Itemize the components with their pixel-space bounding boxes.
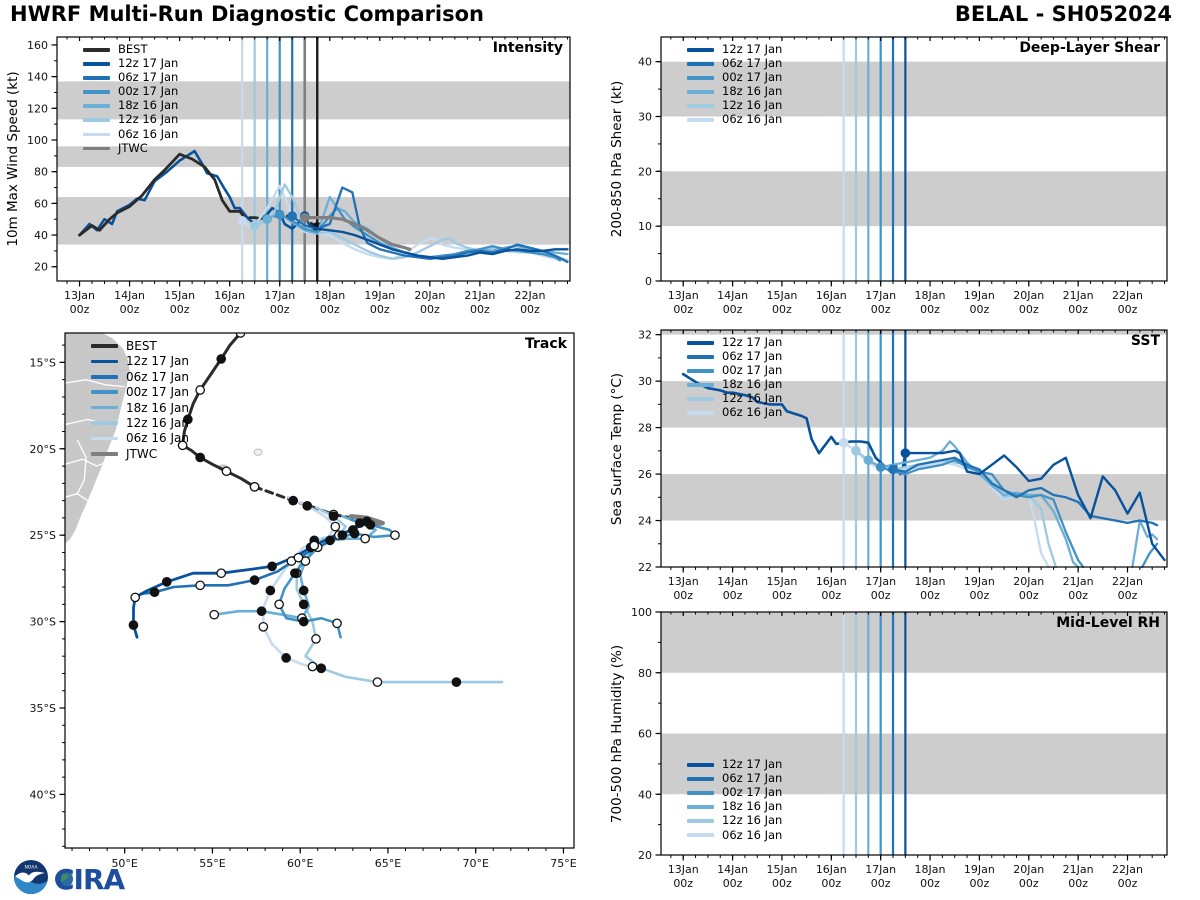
svg-text:13Jan: 13Jan <box>667 575 699 588</box>
shear-legend <box>687 44 782 126</box>
svg-text:80: 80 <box>34 165 48 179</box>
legend-swatch <box>687 90 714 94</box>
legend-swatch <box>83 62 110 66</box>
track-06z 16 Jan <box>263 497 335 666</box>
legend-label: 06z 16 Jan <box>722 405 783 420</box>
shear-panel <box>609 37 1167 316</box>
svg-text:16Jan: 16Jan <box>815 575 847 588</box>
svg-text:20: 20 <box>638 165 652 179</box>
page-title: HWRF Multi-Run Diagnostic Comparison <box>10 2 485 26</box>
legend-label: 06z 16 Jan <box>722 112 783 127</box>
svg-text:70°E: 70°E <box>462 857 489 870</box>
svg-text:40: 40 <box>638 788 652 802</box>
svg-text:00z: 00z <box>119 303 140 316</box>
svg-text:00z: 00z <box>69 303 90 316</box>
legend-entry <box>687 337 782 349</box>
svg-text:18Jan: 18Jan <box>914 863 946 876</box>
legend-entry <box>687 407 782 419</box>
legend-entry <box>91 386 189 398</box>
legend-entry <box>687 379 782 391</box>
svg-text:00z: 00z <box>821 589 842 602</box>
svg-text:30°S: 30°S <box>29 615 56 629</box>
svg-text:CIRA: CIRA <box>54 863 125 896</box>
legend-label: 12z 16 Jan <box>722 813 783 828</box>
svg-text:19Jan: 19Jan <box>963 575 995 588</box>
svg-text:00z: 00z <box>269 303 290 316</box>
svg-text:00z: 00z <box>369 303 390 316</box>
legend-label: BEST <box>126 339 157 353</box>
svg-text:22Jan: 22Jan <box>514 289 546 302</box>
legend-swatch <box>83 104 110 108</box>
svg-text:22Jan: 22Jan <box>1112 575 1143 588</box>
intensity-panel-label: Intensity <box>492 40 563 56</box>
svg-text:20Jan: 20Jan <box>1013 289 1045 302</box>
legend-label: JTWC <box>126 446 158 461</box>
legend-entry <box>687 801 782 813</box>
legend-label: 18z 16 Jan <box>126 400 189 415</box>
svg-text:00z: 00z <box>1018 589 1039 602</box>
svg-text:00z: 00z <box>722 589 743 602</box>
svg-text:10: 10 <box>638 220 652 234</box>
island <box>254 449 262 455</box>
track-06z 17 Jan <box>141 523 360 594</box>
svg-text:21Jan: 21Jan <box>1062 575 1094 588</box>
svg-text:21Jan: 21Jan <box>1062 863 1094 876</box>
svg-text:00z: 00z <box>1068 589 1089 602</box>
svg-text:16Jan: 16Jan <box>815 863 847 876</box>
init-dot <box>238 216 247 225</box>
rh-panel <box>609 606 1167 890</box>
svg-text:60: 60 <box>34 197 48 211</box>
legend-label: 12z 16 Jan <box>126 415 189 430</box>
init-dot <box>250 221 259 230</box>
rh-ylabel: 700-500 hPa Humidity (%) <box>609 644 625 823</box>
legend-label: BEST <box>118 42 148 56</box>
init-dot <box>839 438 848 447</box>
legend-label: 06z 16 Jan <box>118 126 179 141</box>
legend-label: 06z 16 Jan <box>722 827 783 842</box>
svg-text:20: 20 <box>34 260 48 274</box>
legend-label: 06z 17 Jan <box>722 56 783 71</box>
svg-text:20Jan: 20Jan <box>414 289 446 302</box>
svg-text:00z: 00z <box>920 589 940 602</box>
legend-swatch <box>91 437 118 441</box>
svg-text:0: 0 <box>645 275 652 288</box>
svg-text:00z: 00z <box>821 303 842 316</box>
svg-text:40: 40 <box>34 229 48 243</box>
legend-swatch <box>687 355 714 359</box>
svg-text:17Jan: 17Jan <box>865 863 897 876</box>
legend-entry <box>91 340 189 352</box>
legend-swatch <box>687 833 714 837</box>
svg-text:13Jan: 13Jan <box>667 289 699 302</box>
svg-text:21Jan: 21Jan <box>464 289 496 302</box>
svg-text:00z: 00z <box>1117 877 1138 890</box>
legend-entry <box>83 86 178 98</box>
svg-text:18Jan: 18Jan <box>914 289 946 302</box>
svg-text:00z: 00z <box>772 877 792 890</box>
legend-label: 06z 17 Jan <box>126 369 189 384</box>
legend-label: JTWC <box>118 140 148 155</box>
svg-text:15Jan: 15Jan <box>766 575 798 588</box>
legend-entry <box>687 759 782 771</box>
legend-swatch <box>83 48 110 52</box>
svg-text:00z: 00z <box>470 303 490 316</box>
svg-text:22: 22 <box>638 561 652 574</box>
svg-text:00z: 00z <box>870 589 891 602</box>
intensity-legend <box>83 44 178 154</box>
legend-swatch <box>687 369 714 373</box>
svg-text:18Jan: 18Jan <box>914 575 946 588</box>
svg-text:16Jan: 16Jan <box>214 289 246 302</box>
rh-panel-label: Mid-Level RH <box>1056 615 1160 631</box>
legend-swatch <box>687 104 714 108</box>
svg-text:00z: 00z <box>319 303 340 316</box>
legend-swatch <box>83 133 110 137</box>
svg-text:17Jan: 17Jan <box>865 289 897 302</box>
legend-entry <box>91 371 189 383</box>
legend-entry <box>83 126 179 141</box>
svg-text:00z: 00z <box>772 303 792 316</box>
legend-entry <box>91 355 189 367</box>
legend-entry <box>83 114 178 126</box>
legend-label: 12z 17 Jan <box>722 42 783 56</box>
svg-text:120: 120 <box>27 102 48 116</box>
init-dot <box>300 213 309 222</box>
svg-text:22Jan: 22Jan <box>1112 289 1143 302</box>
init-dot <box>864 456 873 465</box>
svg-text:13Jan: 13Jan <box>667 863 699 876</box>
svg-text:00z: 00z <box>969 303 990 316</box>
svg-text:30: 30 <box>638 110 652 124</box>
svg-text:00z: 00z <box>722 303 743 316</box>
svg-text:00z: 00z <box>920 303 940 316</box>
legend-swatch <box>687 118 714 122</box>
svg-text:16Jan: 16Jan <box>815 289 847 302</box>
legend-label: 18z 16 Jan <box>722 84 783 99</box>
svg-text:00z: 00z <box>772 589 792 602</box>
legend-swatch <box>91 452 118 456</box>
svg-text:40°S: 40°S <box>29 788 56 802</box>
svg-text:19Jan: 19Jan <box>364 289 396 302</box>
svg-text:00z: 00z <box>1018 877 1039 890</box>
svg-text:40: 40 <box>638 55 652 69</box>
legend-label: 00z 17 Jan <box>722 363 783 378</box>
svg-text:00z: 00z <box>1117 303 1138 316</box>
legend-swatch <box>687 76 714 80</box>
legend-entry <box>687 72 782 84</box>
legend-label: 12z 16 Jan <box>722 98 783 113</box>
legend-swatch <box>687 777 714 781</box>
sst-ylabel: Sea Surface Temp (°C) <box>609 372 625 525</box>
legend-swatch <box>687 397 714 401</box>
legend-label: 12z 16 Jan <box>722 391 783 406</box>
init-dot <box>889 465 898 474</box>
svg-text:19Jan: 19Jan <box>963 863 995 876</box>
svg-text:60: 60 <box>638 727 652 741</box>
legend-label: 06z 17 Jan <box>722 771 783 786</box>
noaa-logo <box>14 860 48 894</box>
legend-entry <box>91 417 189 429</box>
legend-label: 12z 17 Jan <box>722 757 783 772</box>
legend-swatch <box>91 360 118 364</box>
svg-text:00z: 00z <box>673 303 694 316</box>
svg-text:50°E: 50°E <box>111 857 138 870</box>
svg-text:28: 28 <box>638 421 652 435</box>
svg-text:15Jan: 15Jan <box>766 863 798 876</box>
svg-text:00z: 00z <box>969 589 990 602</box>
init-dot <box>901 449 910 458</box>
svg-text:13Jan: 13Jan <box>64 289 96 302</box>
svg-text:00z: 00z <box>870 303 891 316</box>
legend-entry <box>687 393 782 405</box>
footer-logos <box>12 856 162 898</box>
sst-panel-label: SST <box>1130 333 1160 349</box>
legend-entry <box>687 351 782 363</box>
svg-text:00z: 00z <box>169 303 190 316</box>
svg-text:20Jan: 20Jan <box>1013 575 1045 588</box>
svg-text:15Jan: 15Jan <box>766 289 798 302</box>
legend-entry <box>687 815 782 827</box>
init-dot <box>288 212 297 221</box>
svg-text:20: 20 <box>638 849 652 862</box>
sst-panel <box>609 328 1167 602</box>
legend-swatch <box>91 375 118 379</box>
legend-entry <box>83 140 178 155</box>
svg-text:00z: 00z <box>821 877 842 890</box>
legend-swatch <box>687 62 714 66</box>
legend-swatch <box>91 344 118 348</box>
legend-label: 00z 17 Jan <box>118 84 179 99</box>
legend-swatch <box>91 406 118 410</box>
shear-ylabel: 200-850 hPa Shear (kt) <box>609 80 625 238</box>
svg-text:00z: 00z <box>520 303 540 316</box>
sst-legend <box>687 337 782 419</box>
legend-entry <box>83 100 178 112</box>
svg-text:100: 100 <box>27 133 48 147</box>
legend-entry <box>91 402 189 414</box>
legend-swatch <box>687 819 714 823</box>
svg-text:26: 26 <box>638 468 652 482</box>
legend-label: 12z 17 Jan <box>126 354 189 369</box>
svg-text:14Jan: 14Jan <box>114 289 146 302</box>
legend-entry <box>83 44 178 56</box>
svg-text:00z: 00z <box>673 877 694 890</box>
legend-swatch <box>687 341 714 345</box>
legend-swatch <box>91 421 118 425</box>
svg-text:75°E: 75°E <box>550 857 577 870</box>
rh-legend <box>687 759 782 841</box>
svg-text:00z: 00z <box>219 303 240 316</box>
legend-entry <box>687 100 782 112</box>
svg-text:25°S: 25°S <box>29 529 56 543</box>
init-dot <box>263 215 272 224</box>
svg-text:35°S: 35°S <box>29 702 56 716</box>
init-dot <box>852 447 861 456</box>
legend-label: 06z 17 Jan <box>722 349 783 364</box>
legend-entry <box>83 72 178 84</box>
storm-title: BELAL - SH052024 <box>954 2 1172 26</box>
svg-text:15Jan: 15Jan <box>164 289 196 302</box>
legend-swatch <box>83 147 110 151</box>
legend-entry <box>83 58 178 70</box>
legend-swatch <box>687 805 714 809</box>
legend-swatch <box>687 791 714 795</box>
legend-label: 12z 17 Jan <box>722 335 783 349</box>
svg-text:18Jan: 18Jan <box>314 289 346 302</box>
svg-text:100: 100 <box>631 606 652 619</box>
svg-text:19Jan: 19Jan <box>963 289 995 302</box>
track-panel-label: Track <box>525 336 567 352</box>
legend-label: 00z 17 Jan <box>126 385 189 400</box>
svg-text:140: 140 <box>27 70 48 84</box>
legend-swatch <box>687 763 714 767</box>
svg-text:00z: 00z <box>419 303 440 316</box>
intensity-ylabel: 10m Max Wind Speed (kt) <box>5 71 21 247</box>
svg-text:60°E: 60°E <box>286 857 314 870</box>
legend-label: 00z 17 Jan <box>722 785 783 800</box>
legend-label: 18z 16 Jan <box>722 377 783 392</box>
svg-text:14Jan: 14Jan <box>717 575 749 588</box>
legend-entry <box>687 787 782 799</box>
legend-label: 18z 16 Jan <box>722 799 783 814</box>
svg-text:65°E: 65°E <box>374 857 402 870</box>
svg-text:00z: 00z <box>1068 303 1089 316</box>
svg-text:00z: 00z <box>673 589 694 602</box>
legend-entry <box>687 365 782 377</box>
legend-swatch <box>91 390 118 394</box>
svg-text:00z: 00z <box>920 877 940 890</box>
shear-panel-label: Deep-Layer Shear <box>1019 40 1160 56</box>
svg-text:15°S: 15°S <box>29 356 56 370</box>
legend-entry <box>687 827 783 842</box>
svg-text:21Jan: 21Jan <box>1062 289 1094 302</box>
track-legend <box>91 340 189 460</box>
svg-text:17Jan: 17Jan <box>865 575 897 588</box>
svg-text:00z: 00z <box>870 877 891 890</box>
svg-text:00z: 00z <box>1068 877 1089 890</box>
svg-text:14Jan: 14Jan <box>717 863 749 876</box>
svg-text:NOAA: NOAA <box>24 865 38 871</box>
legend-entry <box>91 432 189 444</box>
legend-swatch <box>687 383 714 387</box>
svg-text:14Jan: 14Jan <box>717 289 749 302</box>
legend-entry <box>687 114 782 126</box>
legend-label: 00z 17 Jan <box>722 70 783 85</box>
legend-entry <box>687 44 782 56</box>
cira-logo <box>54 863 126 896</box>
svg-text:00z: 00z <box>1117 589 1138 602</box>
legend-swatch <box>687 48 714 52</box>
legend-swatch <box>687 411 714 415</box>
svg-text:00z: 00z <box>1018 303 1039 316</box>
svg-text:17Jan: 17Jan <box>264 289 296 302</box>
legend-label: 06z 16 Jan <box>126 431 189 446</box>
svg-text:20Jan: 20Jan <box>1013 863 1045 876</box>
svg-text:30: 30 <box>638 375 652 389</box>
init-dot <box>876 463 885 472</box>
legend-label: 18z 16 Jan <box>118 98 179 113</box>
svg-text:32: 32 <box>638 328 652 342</box>
svg-text:00z: 00z <box>722 877 743 890</box>
svg-text:20°S: 20°S <box>29 442 56 456</box>
legend-entry <box>91 448 189 460</box>
svg-text:22Jan: 22Jan <box>1112 863 1143 876</box>
legend-swatch <box>83 90 110 94</box>
svg-text:24: 24 <box>638 514 652 528</box>
intensity-panel <box>5 37 570 316</box>
legend-label: 12z 16 Jan <box>118 112 179 127</box>
init-dot <box>275 210 284 219</box>
legend-entry <box>687 58 782 70</box>
svg-text:80: 80 <box>638 666 652 680</box>
legend-entry <box>687 86 782 98</box>
legend-swatch <box>83 76 110 80</box>
legend-label: 06z 17 Jan <box>118 70 179 85</box>
legend-entry <box>687 773 782 785</box>
legend-label: 12z 17 Jan <box>118 56 179 71</box>
svg-text:160: 160 <box>27 38 48 52</box>
svg-text:00z: 00z <box>969 877 990 890</box>
legend-swatch <box>83 118 110 122</box>
svg-text:55°E: 55°E <box>199 857 226 870</box>
